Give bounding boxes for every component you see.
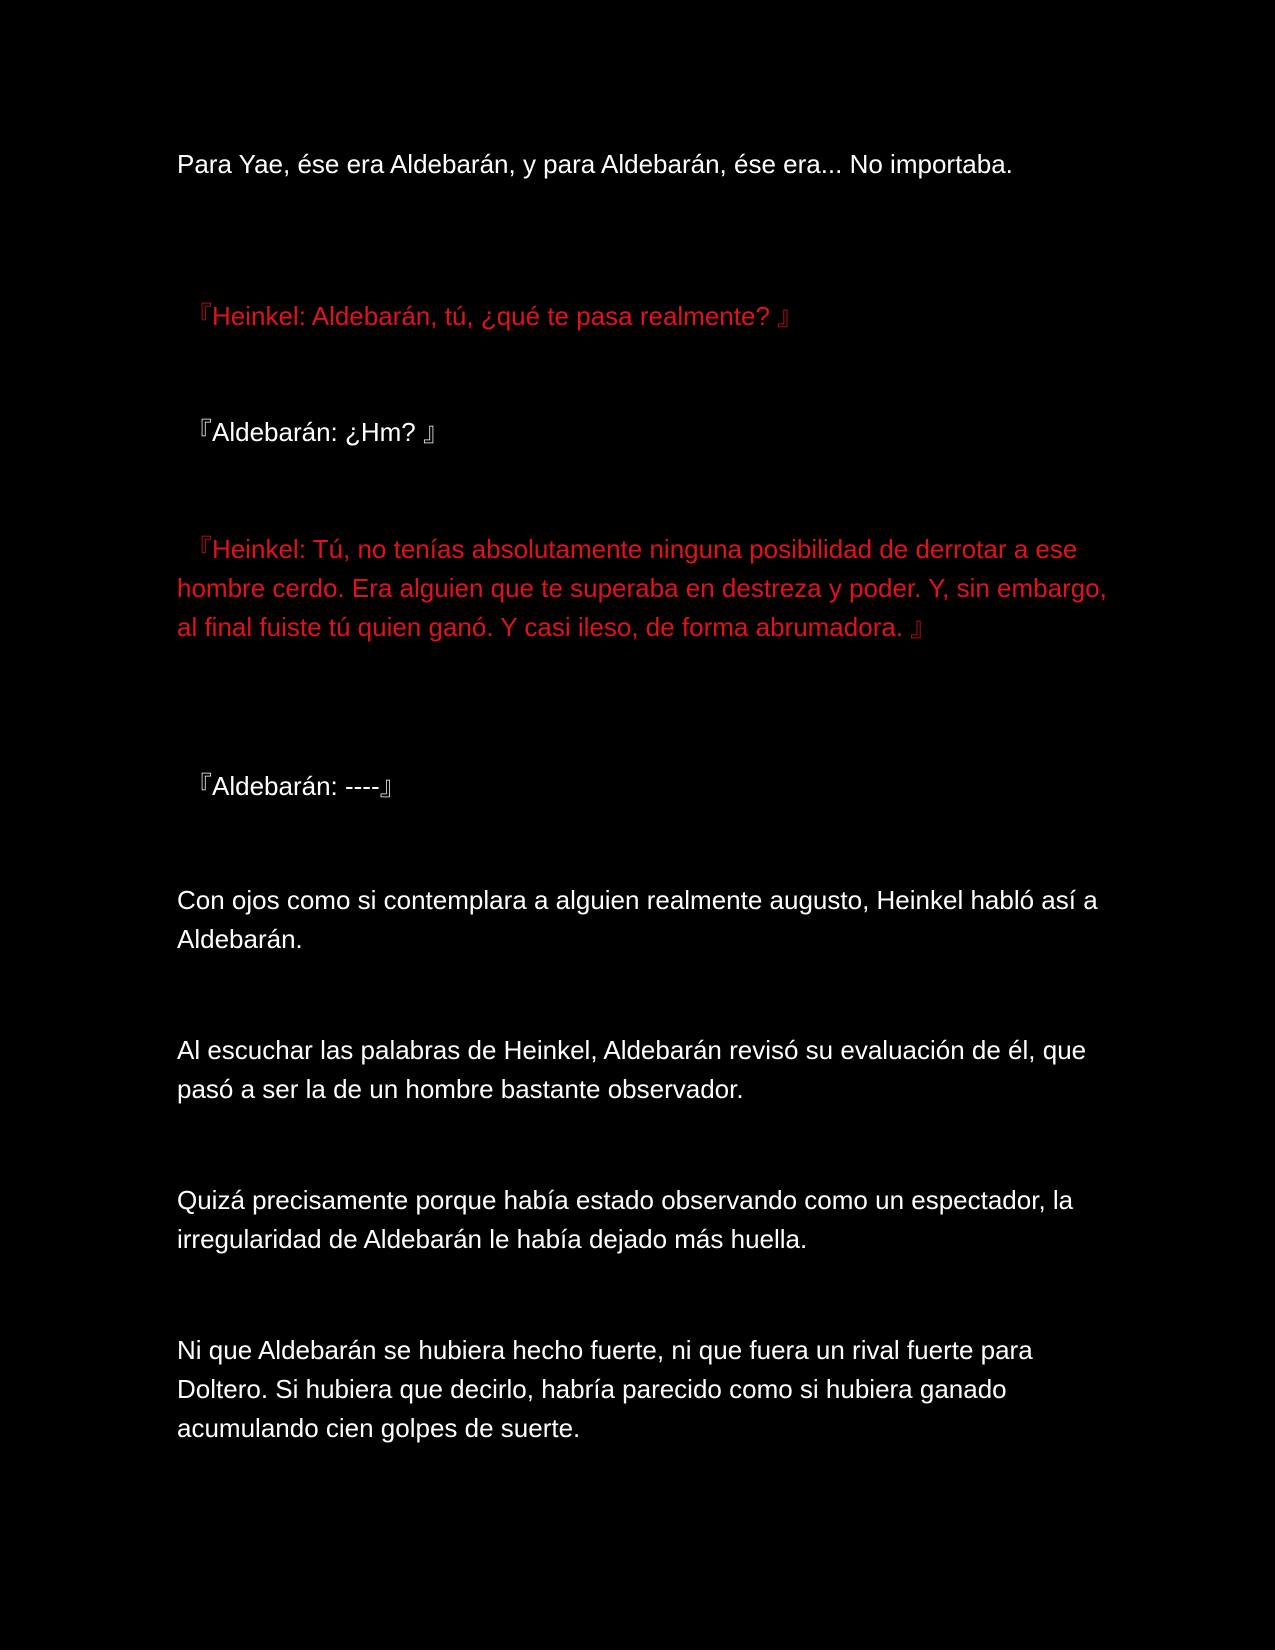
narration-paragraph-luck: Ni que Aldebarán se hubiera hecho fuerte, ni que fuera un rival fuerte para Doltero. Si hubiera que decirlo, habría parecido como si hubiera ganado acumulando cien golpes de suerte. (177, 1335, 1033, 1443)
dialogue-aldebaran-silence: 『Aldebarán: ----』 (186, 771, 406, 801)
narration-paragraph-yae: Para Yae, ése era Aldebarán, y para Aldebarán, ése era... No importaba. (177, 149, 1013, 179)
narration-paragraph-heinkel-spoke: Con ojos como si contemplara a alguien realmente augusto, Heinkel habló así a Aldebarán. (177, 885, 1098, 954)
narration-paragraph-spectator: Quizá precisamente porque había estado observando como un espectador, la irregularidad de Aldebarán le había dejado más huella. (177, 1185, 1074, 1254)
dialogue-heinkel-question: 『Heinkel: Aldebarán, tú, ¿qué te pasa realmente? 』 (186, 301, 804, 331)
narration-paragraph-evaluation: Al escuchar las palabras de Heinkel, Aldebarán revisó su evaluación de él, que pasó a ser la de un hombre bastante observador. (177, 1035, 1087, 1104)
dialogue-aldebaran-hm: 『Aldebarán: ¿Hm? 』 (186, 417, 449, 447)
dialogue-heinkel-statement: 『Heinkel: Tú, no tenías absolutamente ninguna posibilidad de derrotar a ese hombre cerdo. Era alguien que te superaba en destreza y poder. Y, sin embargo, al final fuiste tú quien ganó. Y casi ileso, de forma abrumadora. 』 (177, 534, 1107, 642)
